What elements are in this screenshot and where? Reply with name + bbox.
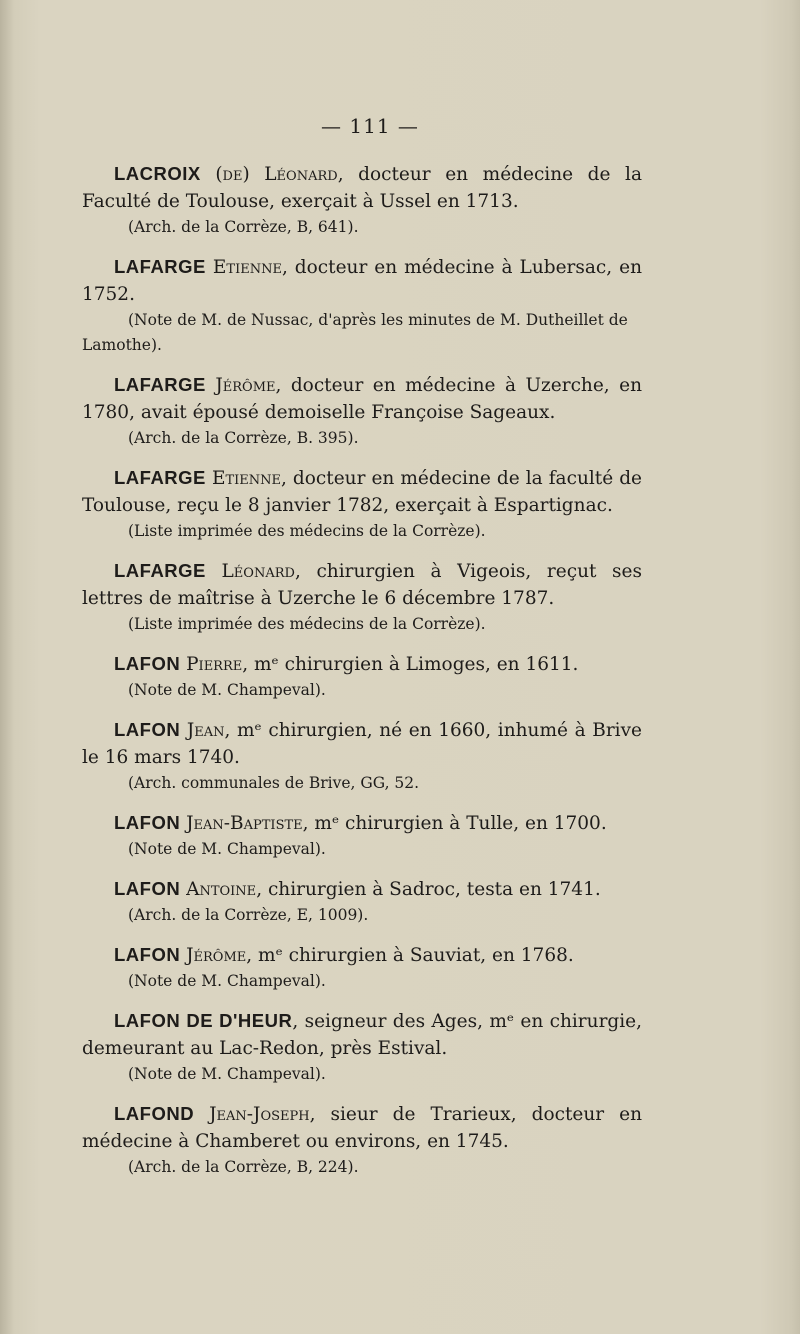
entry [82, 875, 642, 928]
entry-source: (Note de M. Champeval). [128, 972, 326, 990]
entry-text: , mᵉ chirurgien à Limoges, en 1611. [242, 654, 579, 675]
entry-text: , docteur en médecine à Uzerche, en 1780, avait épousé demoiselle Françoise Sageaux. [82, 375, 642, 423]
entry [82, 941, 642, 994]
entry-name: LAFARGE [114, 256, 206, 277]
entry-name: LAFON [114, 719, 181, 740]
entry [82, 1100, 642, 1180]
entry-given-name: Antoine [186, 879, 257, 900]
entry-text: , mᵉ chirurgien à Tulle, en 1700. [302, 813, 607, 834]
entry-name: LAFARGE [114, 467, 206, 488]
entry-text: , chirurgien à Vigeois, reçut ses lettres de maîtrise à Uzerche le 6 décembre 1787. [82, 561, 642, 609]
entry [82, 1007, 642, 1087]
entry-source: (Arch. de la Corrèze, E, 1009). [128, 906, 369, 924]
entry-given-name: (de) Léonard [215, 164, 338, 185]
entry-text: , mᵉ chirurgien, né en 1660, inhumé à Brive le 16 mars 1740. [82, 720, 642, 768]
entry-source: (Liste imprimée des médecins de la Corrèze). [128, 522, 486, 540]
entry-given-name: Pierre [186, 654, 243, 675]
entry-name: LAFON [114, 812, 181, 833]
entry-text: , docteur en médecine de la faculté de Toulouse, reçu le 8 janvier 1782, exerçait à Espartignac. [82, 468, 642, 516]
entry-name: LAFON [114, 878, 181, 899]
entry-source: (Liste imprimée des médecins de la Corrèze). [128, 615, 486, 633]
entry-given-name: Etienne [212, 257, 282, 278]
entry [82, 716, 642, 796]
entry-text: , sieur de Trarieux, docteur en médecine à Chamberet ou environs, en 1745. [82, 1104, 642, 1152]
entry-name: LAFON DE D'HEUR [114, 1010, 293, 1031]
entry-text: , docteur en médecine de la Faculté de Toulouse, exerçait à Ussel en 1713. [82, 164, 642, 212]
entry-source: (Arch. de la Corrèze, B, 224). [128, 1158, 359, 1176]
entry [82, 809, 642, 862]
entry-given-name: Jérôme [186, 945, 247, 966]
entry-given-name: Jean-Joseph [209, 1104, 310, 1125]
entry-name: LAFON [114, 653, 181, 674]
entry-given-name: Jean [186, 720, 225, 741]
entry-name: LACROIX [114, 163, 201, 184]
entry-text: , docteur en médecine à Lubersac, en 1752. [82, 257, 642, 305]
entry-source: (Arch. de la Corrèze, B, 641). [128, 218, 359, 236]
entry-given-name: Etienne [211, 468, 281, 489]
entry-name: LAFARGE [114, 560, 206, 581]
entry-text: , seigneur des Ages, mᵉ en chirurgie, demeurant au Lac-Redon, près Estival. [82, 1011, 642, 1059]
entry-text: , mᵉ chirurgien à Sauviat, en 1768. [246, 945, 574, 966]
entry [82, 160, 642, 240]
entry-name: LAFARGE [114, 374, 206, 395]
entry-given-name: Jean-Baptiste [186, 813, 303, 834]
entry-list [82, 160, 642, 1193]
entry [82, 253, 642, 358]
entry [82, 464, 642, 544]
entry-given-name: Léonard [221, 561, 295, 582]
entry-name: LAFON [114, 944, 181, 965]
entry-source: (Note de M. Champeval). [128, 1065, 326, 1083]
page-number: — 111 — [321, 114, 419, 138]
entry-source: (Note de M. de Nussac, d'après les minutes de M. Dutheillet de Lamothe). [82, 311, 628, 354]
entry-source: (Arch. de la Corrèze, B. 395). [128, 429, 359, 447]
entry-given-name: Jérôme [215, 375, 276, 396]
entry-name: LAFOND [114, 1103, 195, 1124]
entry-source: (Arch. communales de Brive, GG, 52. [128, 774, 420, 792]
entry-source: (Note de M. Champeval). [128, 840, 326, 858]
entry-text: , chirurgien à Sadroc, testa en 1741. [256, 879, 601, 900]
entry [82, 650, 642, 703]
entry [82, 371, 642, 451]
entry [82, 557, 642, 637]
entry-source: (Note de M. Champeval). [128, 681, 326, 699]
